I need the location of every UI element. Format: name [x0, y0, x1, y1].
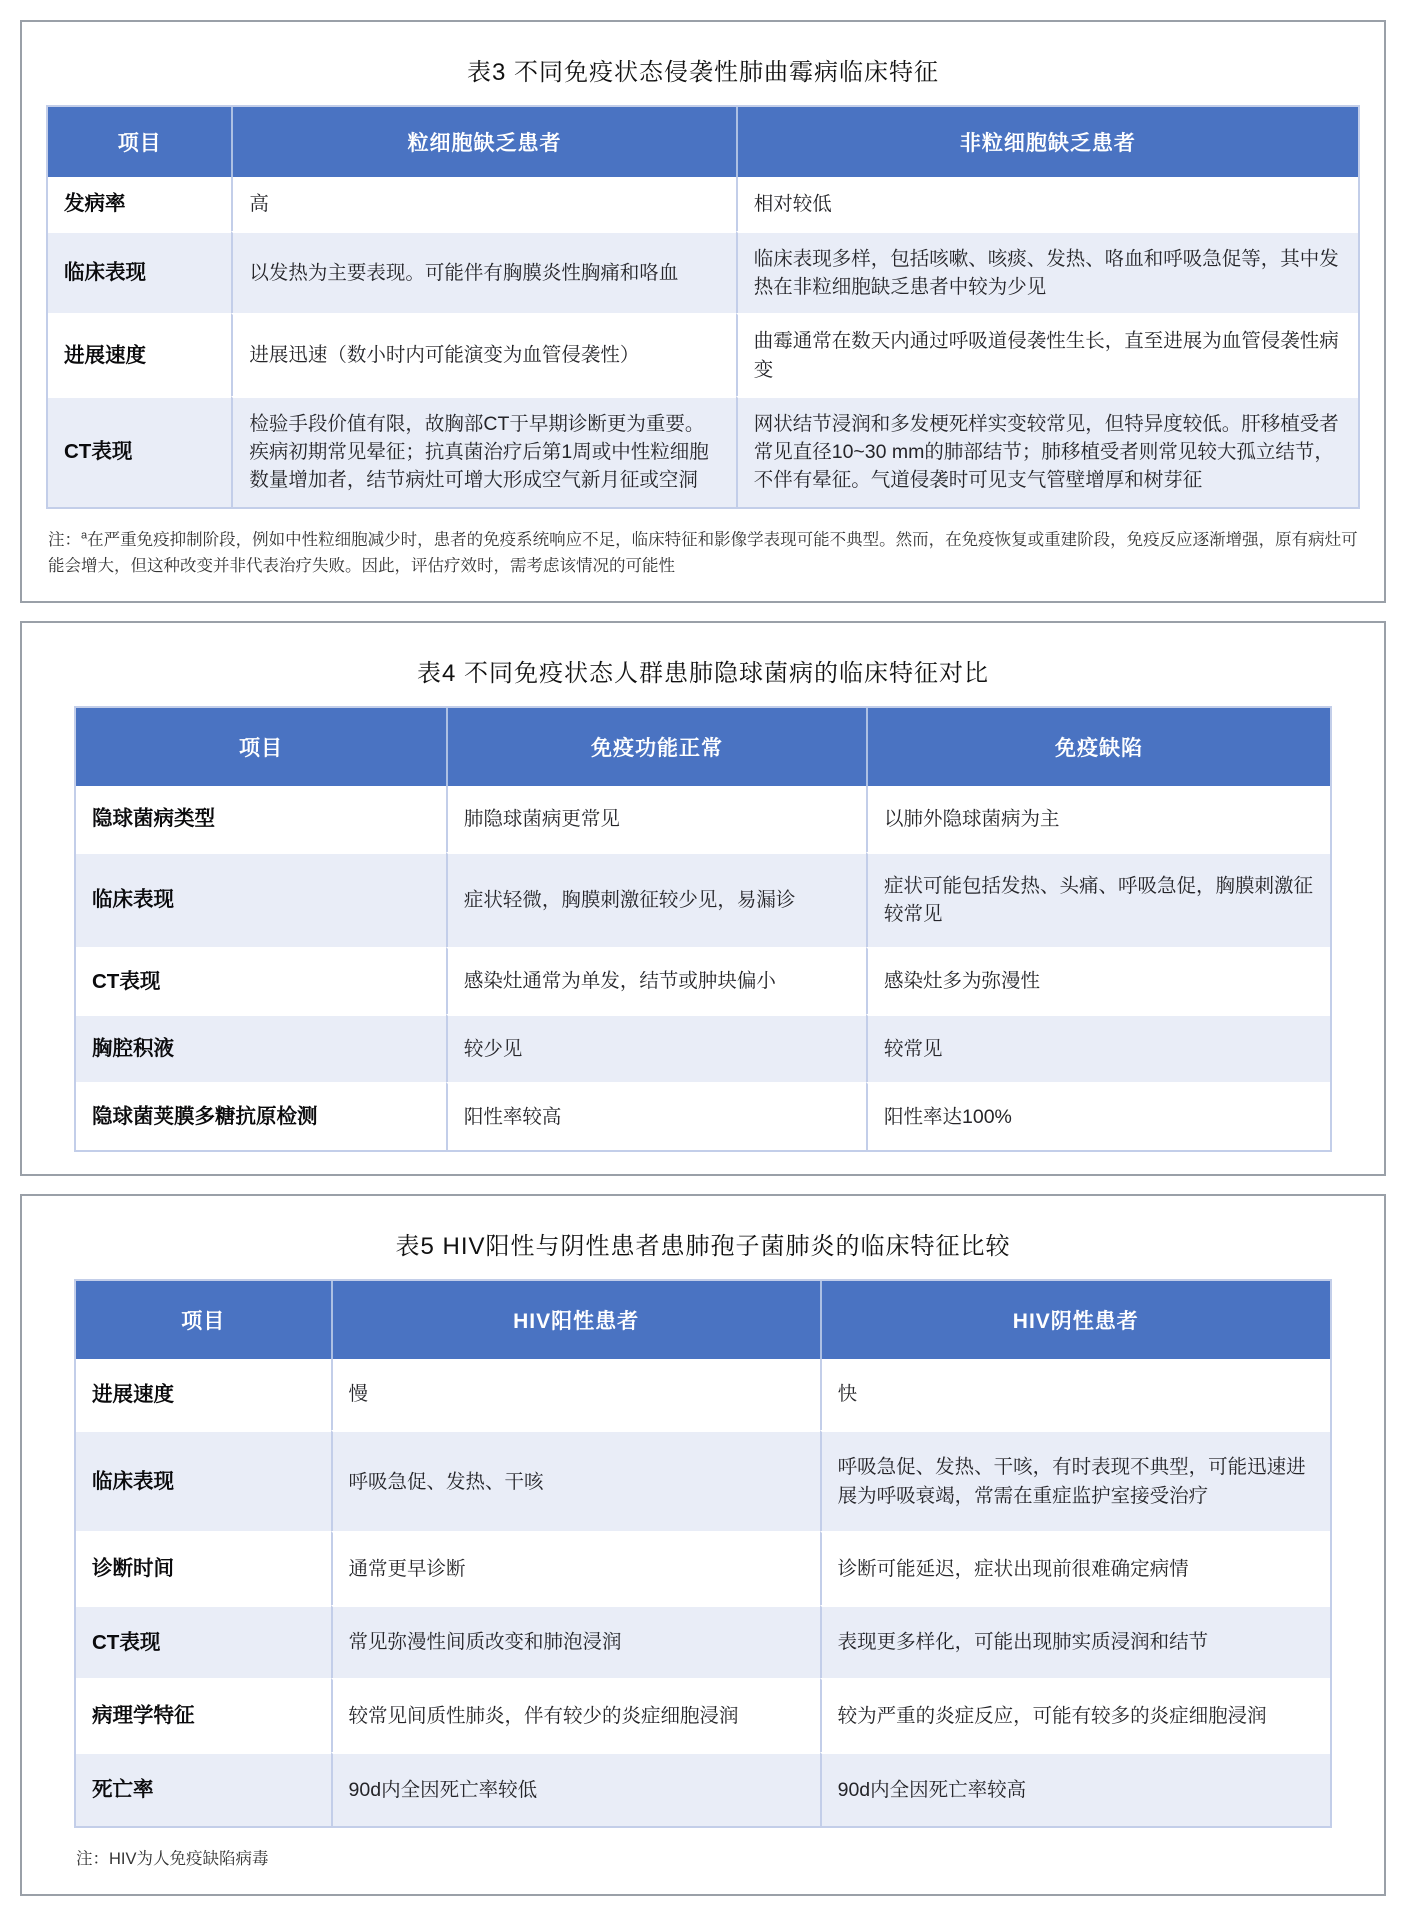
data-cell: 以肺外隐球菌病为主: [866, 786, 1330, 852]
row-label-cell: CT表现: [76, 947, 446, 1015]
data-cell: 肺隐球菌病更常见: [446, 786, 866, 852]
data-cell: 较常见: [866, 1014, 1330, 1082]
table4-card: [20, 621, 1386, 1175]
table3-header-item: 项目: [48, 107, 231, 177]
data-cell: 呼吸急促、发热、干咳，有时表现不典型，可能迅速进展为呼吸衰竭，常需在重症监护室接受治疗: [820, 1430, 1330, 1531]
table5: [74, 1279, 1332, 1828]
table-row: [76, 1605, 1330, 1679]
data-cell: 阳性率达100%: [866, 1082, 1330, 1150]
data-cell: 相对较低: [736, 177, 1358, 231]
data-cell: 感染灶多为弥漫性: [866, 947, 1330, 1015]
data-cell: 症状轻微，胸膜刺激征较少见，易漏诊: [446, 852, 866, 947]
table4-header-row: [76, 708, 1330, 786]
row-label-cell: CT表现: [76, 1605, 331, 1679]
table-row: [76, 1430, 1330, 1531]
table5-footnote: 注：HIV为人免疫缺陷病毒: [76, 1849, 269, 1868]
table3-header-neutropenic: 粒细胞缺乏患者: [231, 107, 735, 177]
table-row: [48, 231, 1358, 314]
data-cell: 90d内全因死亡率较高: [820, 1752, 1330, 1826]
table-row: [48, 313, 1358, 396]
row-label-cell: 发病率: [48, 177, 231, 231]
table-row: [76, 1531, 1330, 1605]
data-cell: 通常更早诊断: [331, 1531, 820, 1605]
data-cell: 90d内全因死亡率较低: [331, 1752, 820, 1826]
data-cell: 慢: [331, 1359, 820, 1431]
table-row: [76, 1752, 1330, 1826]
row-label-cell: CT表现: [48, 396, 231, 507]
table-row: [76, 1359, 1330, 1431]
table-row: [76, 947, 1330, 1015]
row-label-cell: 诊断时间: [76, 1531, 331, 1605]
table5-header-item: 项目: [76, 1281, 331, 1359]
table3-header-row: [48, 107, 1358, 177]
data-cell: 阳性率较高: [446, 1082, 866, 1150]
table5-title: 表5 HIV阳性与阴性患者患肺孢子菌肺炎的临床特征比较: [395, 1232, 1011, 1260]
data-cell: 检验手段价值有限，故胸部CT于早期诊断更为重要。疾病初期常见晕征；抗真菌治疗后第1周或中性粒细胞数量增加者，结节病灶可增大形成空气新月征或空洞: [231, 396, 735, 507]
data-cell: 进展迅速（数小时内可能演变为血管侵袭性）: [231, 313, 735, 396]
row-label-cell: 进展速度: [76, 1359, 331, 1431]
table5-card: [20, 1194, 1386, 1897]
data-cell: 较常见间质性肺炎，伴有较少的炎症细胞浸润: [331, 1678, 820, 1752]
data-cell: 高: [231, 177, 735, 231]
table-row: [76, 786, 1330, 852]
table4-title: 表4 不同免疫状态人群患肺隐球菌病的临床特征对比: [416, 660, 989, 688]
data-cell: 较为严重的炎症反应，可能有较多的炎症细胞浸润: [820, 1678, 1330, 1752]
data-cell: 网状结节浸润和多发梗死样实变较常见，但特异度较低。肝移植受者常见直径10~30 mm的肺部结节；肺移植受者则常见较大孤立结节，不伴有晕征。气道侵袭时可见支气管壁增厚和树芽征: [736, 396, 1358, 507]
row-label-cell: 临床表现: [48, 231, 231, 314]
data-cell: 呼吸急促、发热、干咳: [331, 1430, 820, 1531]
data-cell: 曲霉通常在数天内通过呼吸道侵袭性生长，直至进展为血管侵袭性病变: [736, 313, 1358, 396]
row-label-cell: 隐球菌病类型: [76, 786, 446, 852]
row-label-cell: 隐球菌荚膜多糖抗原检测: [76, 1082, 446, 1150]
table4-header-immunodeficient: 免疫缺陷: [866, 708, 1330, 786]
table-row: [48, 177, 1358, 231]
table3-footnote: [48, 527, 1358, 580]
data-cell: 较少见: [446, 1014, 866, 1082]
data-cell: 常见弥漫性间质改变和肺泡浸润: [331, 1605, 820, 1679]
footnote-text: 在严重免疫抑制阶段，例如中性粒细胞减少时，患者的免疫系统响应不足，临床特征和影像学表现可能不典型。然而，在免疫恢复或重建阶段，免疫反应逐渐增强，原有病灶可能会增大，但这种改变并非代表治疗失败。因此，评估疗效时，需考虑该情况的可能性: [48, 530, 1358, 575]
table5-header-row: [76, 1281, 1330, 1359]
table4-header-immunocompetent: 免疫功能正常: [446, 708, 866, 786]
table3: [46, 105, 1360, 509]
data-cell: 症状可能包括发热、头痛、呼吸急促，胸膜刺激征较常见: [866, 852, 1330, 947]
row-label-cell: 临床表现: [76, 1430, 331, 1531]
data-cell: 以发热为主要表现。可能伴有胸膜炎性胸痛和咯血: [231, 231, 735, 314]
data-cell: 诊断可能延迟，症状出现前很难确定病情: [820, 1531, 1330, 1605]
table3-title: 表3 不同免疫状态侵袭性肺曲霉病临床特征: [466, 59, 939, 86]
table5-header-hiv-negative: HIV阴性患者: [820, 1281, 1330, 1359]
table5-header-hiv-positive: HIV阳性患者: [331, 1281, 820, 1359]
row-label-cell: 死亡率: [76, 1752, 331, 1826]
table-row: [48, 396, 1358, 507]
table-row: [76, 852, 1330, 947]
data-cell: 表现更多样化，可能出现肺实质浸润和结节: [820, 1605, 1330, 1679]
footnote-superscript-a: a: [81, 529, 88, 542]
data-cell: 快: [820, 1359, 1330, 1431]
table4: [74, 706, 1332, 1151]
table3-card: [20, 20, 1386, 603]
table3-header-non-neutropenic: 非粒细胞缺乏患者: [736, 107, 1358, 177]
table-row: [76, 1082, 1330, 1150]
row-label-cell: 病理学特征: [76, 1678, 331, 1752]
row-label-cell: 胸腔积液: [76, 1014, 446, 1082]
table-row: [76, 1678, 1330, 1752]
table-row: [76, 1014, 1330, 1082]
row-label-cell: 进展速度: [48, 313, 231, 396]
data-cell: 感染灶通常为单发，结节或肿块偏小: [446, 947, 866, 1015]
table4-header-item: 项目: [76, 708, 446, 786]
footnote-prefix: 注：: [48, 530, 81, 549]
data-cell: 临床表现多样，包括咳嗽、咳痰、发热、咯血和呼吸急促等，其中发热在非粒细胞缺乏患者中较为少见: [736, 231, 1358, 314]
row-label-cell: 临床表现: [76, 852, 446, 947]
